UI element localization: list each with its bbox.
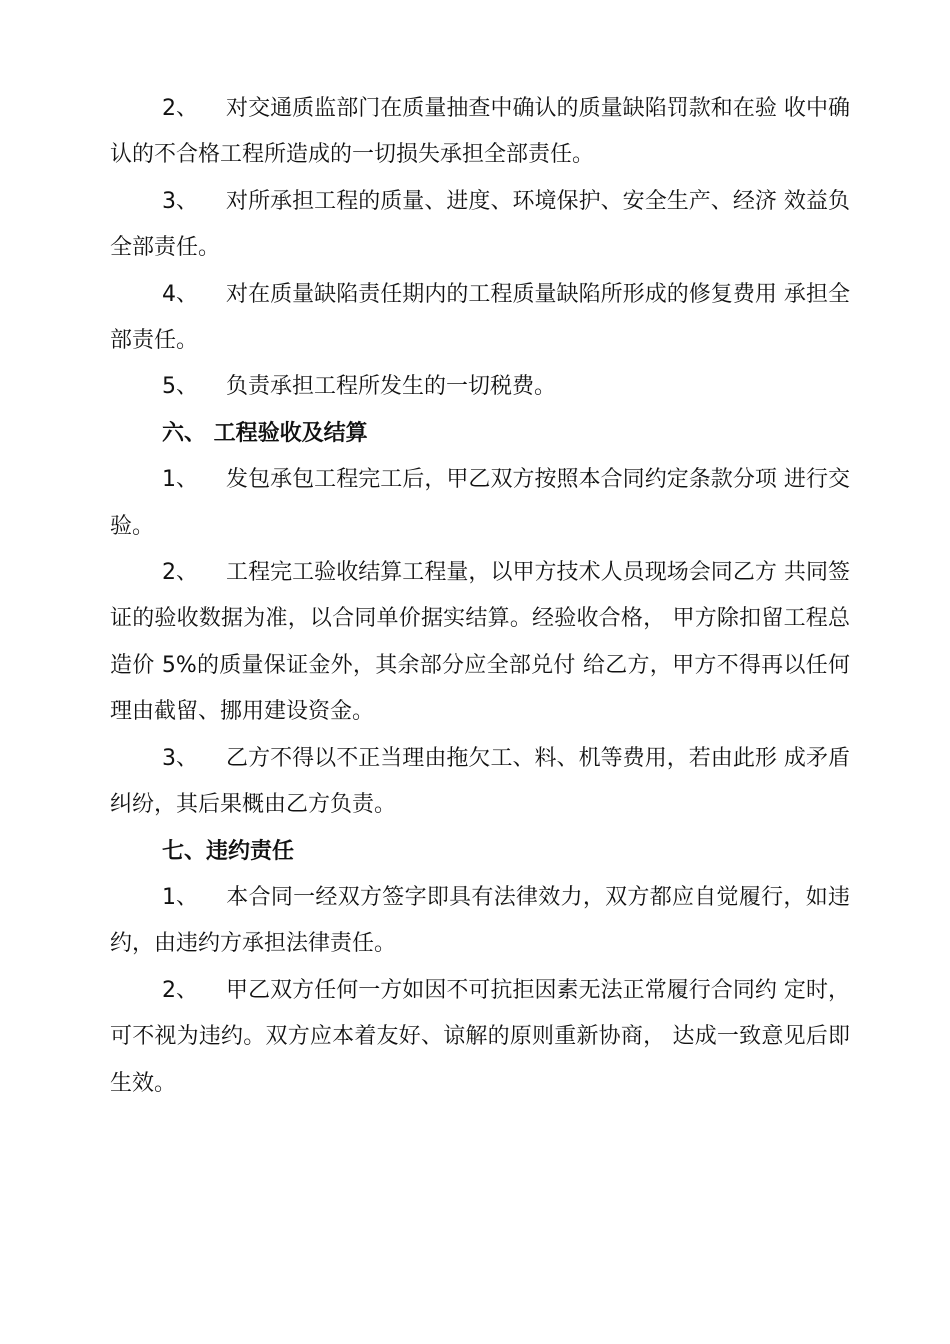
clause-text: 发包承包工程完工后，甲乙双方按照本合同约定条款分项 进行交验。 xyxy=(110,467,850,539)
clause-text: 负责承担工程所发生的一切税费。 xyxy=(226,374,557,400)
clause-number: 3、 xyxy=(162,188,198,214)
clause-text: 本合同一经双方签字即具有法律效力，双方都应自觉履行，如违约，由违约方承担法律责任。 xyxy=(110,884,850,957)
clause-text: 对在质量缺陷责任期内的工程质量缺陷所形成的修复费用 承担全部责任。 xyxy=(110,281,850,354)
clause-number: 2、 xyxy=(162,96,198,121)
clause-number: 2、 xyxy=(162,977,198,1003)
clause-number: 1、 xyxy=(162,884,198,910)
clause-number: 2、 xyxy=(162,560,198,586)
document-page xyxy=(110,86,850,1107)
clause-number: 4、 xyxy=(162,281,198,307)
clause-text: 对交通质监部门在质量抽查中确认的质量缺陷罚款和在验 收中确认的不合格工程所造成的一切损失承担全部责任。 xyxy=(110,96,850,168)
clause-item xyxy=(110,179,850,272)
clause-item xyxy=(110,86,850,179)
clause-number: 3、 xyxy=(162,745,198,771)
clause-item xyxy=(110,550,850,736)
clause-item xyxy=(110,457,850,550)
section-heading-breach: 七、违约责任 xyxy=(162,838,295,864)
clause-number: 5、 xyxy=(162,374,198,400)
clause-item xyxy=(110,736,850,829)
clause-text: 对所承担工程的质量、进度、环境保护、安全生产、经济 效益负全部责任。 xyxy=(110,188,850,261)
section-heading-acceptance: 六、 工程验收及结算 xyxy=(162,420,368,446)
clause-text: 乙方不得以不正当理由拖欠工、料、机等费用，若由此形 成矛盾纠纷，其后果概由乙方负责。 xyxy=(110,745,850,818)
clause-item xyxy=(110,875,850,968)
clause-item xyxy=(110,272,850,365)
clause-text: 甲乙双方任何一方如因不可抗拒因素无法正常履行合同约 定时，可不视为违约。双方应本着友好、谅解的原则重新协商， 达成一致意见后即生效。 xyxy=(110,977,850,1096)
clause-text: 工程完工验收结算工程量，以甲方技术人员现场会同乙方 共同签证的验收数据为准，以合同单价据实结算。经验收合格， 甲方除扣留工程总造价 5%的质量保证金外，其余部分应全部兑付 给乙方，甲方不得再以任何理由截留、挪用建设资金。 xyxy=(110,560,850,725)
clause-item xyxy=(110,968,850,1107)
clause-item xyxy=(110,364,850,410)
clause-number: 1、 xyxy=(162,467,198,493)
